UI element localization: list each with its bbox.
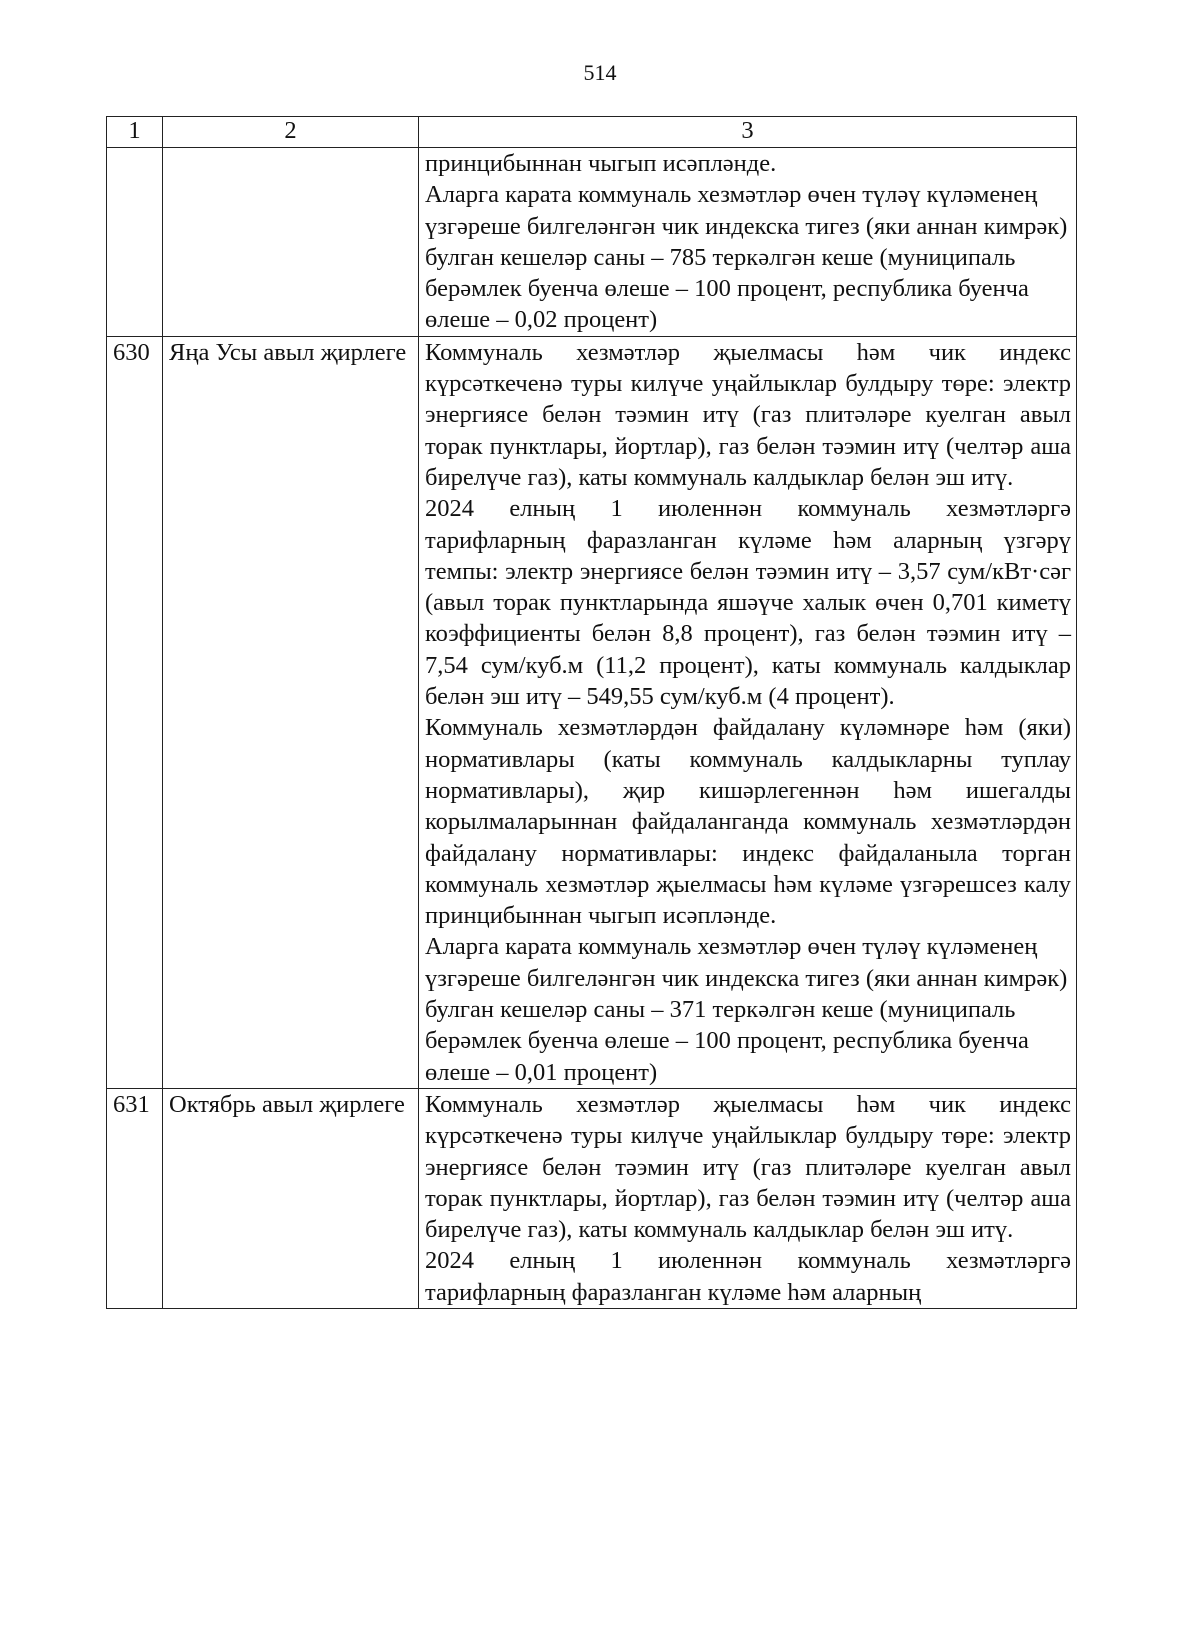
description-paragraph: принцибыннан чыгып исәпләнде. bbox=[425, 150, 777, 177]
header-col-2: 2 bbox=[163, 117, 419, 148]
description-paragraph: Коммуналь хезмәтләр җыелмасы һәм чик индекс күрсәткеченә туры килүче уңайлыклар булдыру төре: электр энергиясе белән тәэмин итү (газ плитәләре куелган авыл торак пунктлары, йортлар), газ белән тәэмин итү (челтәр аша бирелүче газ), каты коммуналь калдыклар белән эш итү. bbox=[425, 338, 1071, 491]
settlement-name bbox=[163, 148, 419, 337]
settlement-name: Яңа Усы авыл җирлеге bbox=[163, 336, 419, 1088]
header-col-3: 3 bbox=[419, 117, 1077, 148]
description-paragraph: Аларга карата коммуналь хезмәтләр өчен түләү күләменең үзгәреше билгеләнгән чик индекска тигез (яки аннан кимрәк) булган кешеләр саны – 371 теркәлгән кеше (муниципаль берәмлек буенча өлеше – 100 процент, республика буенча өлеше – 0,01 процент) bbox=[425, 933, 1068, 1086]
description-cell bbox=[419, 148, 1077, 337]
tariff-table bbox=[106, 116, 1077, 1309]
description-paragraph: Аларга карата коммуналь хезмәтләр өчен түләү күләменең үзгәреше билгеләнгән чик индекска тигез (яки аннан кимрәк) булган кешеләр саны – 785 теркәлгән кеше (муниципаль берәмлек буенча өлеше – 100 процент, республика буенча өлеше – 0,02 процент) bbox=[425, 181, 1068, 334]
description-cell bbox=[419, 1088, 1077, 1308]
table-row bbox=[107, 148, 1077, 337]
table-header-row bbox=[107, 117, 1077, 148]
description-paragraph: 2024 елның 1 июленнән коммуналь хезмәтләргә тарифларның фаразланган күләме һәм аларның үзгәрү темпы: электр энергиясе белән тәэмин итү – 3,57 сум/кВт·сәг (авыл торак пунктларында яшәүче халык өчен 0,701 киметү коэффициенты белән 8,8 процент), газ белән тәэмин итү – 7,54 сум/куб.м (11,2 процент), каты коммуналь калдыклар белән эш итү – 549,55 сум/куб.м (4 процент). bbox=[425, 495, 1071, 711]
page-number: 514 bbox=[583, 60, 617, 85]
settlement-name: Октябрь авыл җирлеге bbox=[163, 1088, 419, 1308]
description-paragraph: Коммуналь хезмәтләр җыелмасы һәм чик индекс күрсәткеченә туры килүче уңайлыклар булдыру төре: электр энергиясе белән тәэмин итү (газ плитәләре куелган авыл торак пунктлары, йортлар), газ белән тәэмин итү (челтәр аша бирелүче газ), каты коммуналь калдыклар белән эш итү. bbox=[425, 1090, 1071, 1244]
table-row bbox=[107, 336, 1077, 1088]
row-number bbox=[107, 148, 163, 337]
description-cell bbox=[419, 336, 1077, 1088]
row-number: 630 bbox=[107, 336, 163, 1088]
description-paragraph: 2024 елның 1 июленнән коммуналь хезмәтләргә тарифларның фаразланган күләме һәм аларның bbox=[425, 1247, 1071, 1306]
description-paragraph: Коммуналь хезмәтләрдән файдалану күләмнәре һәм (яки) нормативлары (каты коммуналь калдыкларны туплау нормативлары), җир кишәрлегеннән һәм ишегалды корылмаларыннан файдаланганда коммуналь хезмәтләрдән файдалану нормативлары: индекс файдаланыла торган коммуналь хезмәтләр җыелмасы һәм күләме үзгәрешсез калу принцибыннан чыгып исәпләнде. bbox=[425, 714, 1071, 930]
table-row bbox=[107, 1088, 1077, 1308]
row-number: 631 bbox=[107, 1088, 163, 1308]
header-col-1: 1 bbox=[107, 117, 163, 148]
